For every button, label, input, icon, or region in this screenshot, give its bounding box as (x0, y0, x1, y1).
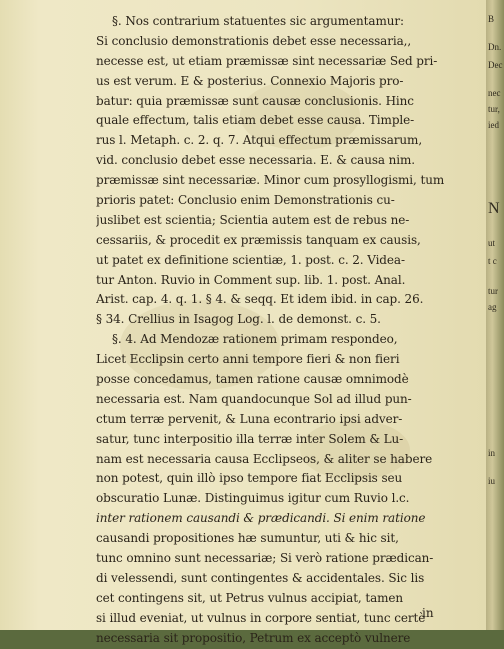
margin-fragment: ut (488, 238, 496, 248)
margin-fragment: ied (488, 120, 499, 130)
text-line: vid. conclusio debet esse necessaria. E. & causa nim. (96, 153, 416, 168)
margin-fragment: t c (488, 256, 497, 266)
text-line: tunc omnino sunt necessariæ; Si verò ratione prædican- (96, 551, 434, 566)
margin-fragment: ag (488, 302, 497, 312)
text-line: nam est necessaria causa Ecclipseos, & aliter se habere (96, 451, 433, 466)
margin-fragment: tur, (488, 104, 500, 114)
margin-fragment: nec (488, 88, 501, 98)
text-line: rus l. Metaph. c. 2. q. 7. Atqui effectum præmissarum, (96, 133, 423, 148)
text-line: satur, tunc interpositio illa terræ inter Solem & Lu- (96, 431, 404, 446)
text-line: cet contingens sit, ut Petrus vulnus accipiat, tamen (96, 590, 404, 605)
text-line: necesse est, ut etiam præmissæ sint necessariæ Sed pri- (96, 53, 438, 68)
text-line: § 34. Crellius in Isagog Log. l. de demonst. c. 5. (96, 312, 381, 327)
text-line: §. Nos contrarium statuentes sic argumentamur: (112, 14, 404, 28)
text-line: ut patet ex definitione scientiæ, 1. post. c. 2. Videa- (96, 252, 405, 267)
text-line: Arist. cap. 4. q. 1. § 4. & seqq. Et idem ibid. in cap. 26. (96, 292, 424, 307)
text-line: necessaria sit propositio, Petrum ex acceptò vulnere (96, 630, 411, 645)
text-line: juslibet est scientia; Scientia autem est de rebus ne- (96, 212, 410, 227)
text-line: inter rationem causandi & prædicandi. Si enim ratione (96, 511, 426, 526)
text-line: non potest, quin illò ipso tempore fiat Ecclipsis seu (96, 471, 403, 486)
text-line: batur: quia præmissæ sunt causæ conclusionis. Hinc (96, 93, 414, 108)
text-line: quale effectum, talis etiam debet esse causa. Timple- (96, 113, 415, 128)
margin-fragment: tur (488, 286, 498, 296)
text-line: necessaria est. Nam quandocunque Sol ad illud pun- (96, 391, 412, 406)
text-line: præmissæ sint necessariæ. Minor cum prosyllogismi, tum (96, 173, 445, 188)
adjacent-page-edge (486, 0, 504, 630)
page-text (96, 12, 480, 649)
margin-fragment: B (488, 14, 495, 24)
text-line: prioris patet: Conclusio enim Demonstrationis cu- (96, 193, 395, 208)
text-line: posse concedamus, tamen ratione causæ omnimodè (96, 372, 409, 387)
text-line: Si conclusio demonstrationis debet esse necessaria,, (96, 33, 412, 48)
margin-fragment: Dec (488, 60, 503, 70)
text-line: Licet Ecclipsin certo anni tempore fieri & non fieri (96, 352, 400, 367)
text-line: ctum terræ pervenit, & Luna econtrario ipsi adver- (96, 411, 403, 426)
text-line: si illud eveniat, ut vulnus in corpore sentiat, tunc certè (96, 610, 426, 625)
catchword: in (422, 606, 434, 620)
text-line: causandi propositiones hæ sumuntur, uti & hic sit, (96, 531, 399, 546)
margin-fragment: iu (488, 476, 496, 486)
margin-fragment: in (488, 448, 496, 458)
text-line: tur Anton. Ruvio in Comment sup. lib. 1. post. Anal. (96, 272, 406, 287)
text-line: us est verum. E & posterius. Connexio Majoris pro- (96, 73, 404, 88)
text-line: obscuratio Lunæ. Distinguimus igitur cum Ruvio l.c. (96, 491, 410, 506)
text-line: di velessendi, sunt contingentes & accidentales. Sic lis (96, 570, 425, 585)
text-line: cessariis, & procedit ex præmissis tanquam ex causis, (96, 232, 421, 247)
margin-fragment: N (488, 200, 500, 217)
margin-fragment: Dn. (488, 42, 502, 52)
text-line: §. 4. Ad Mendozæ rationem primam respondeo, (112, 332, 398, 347)
